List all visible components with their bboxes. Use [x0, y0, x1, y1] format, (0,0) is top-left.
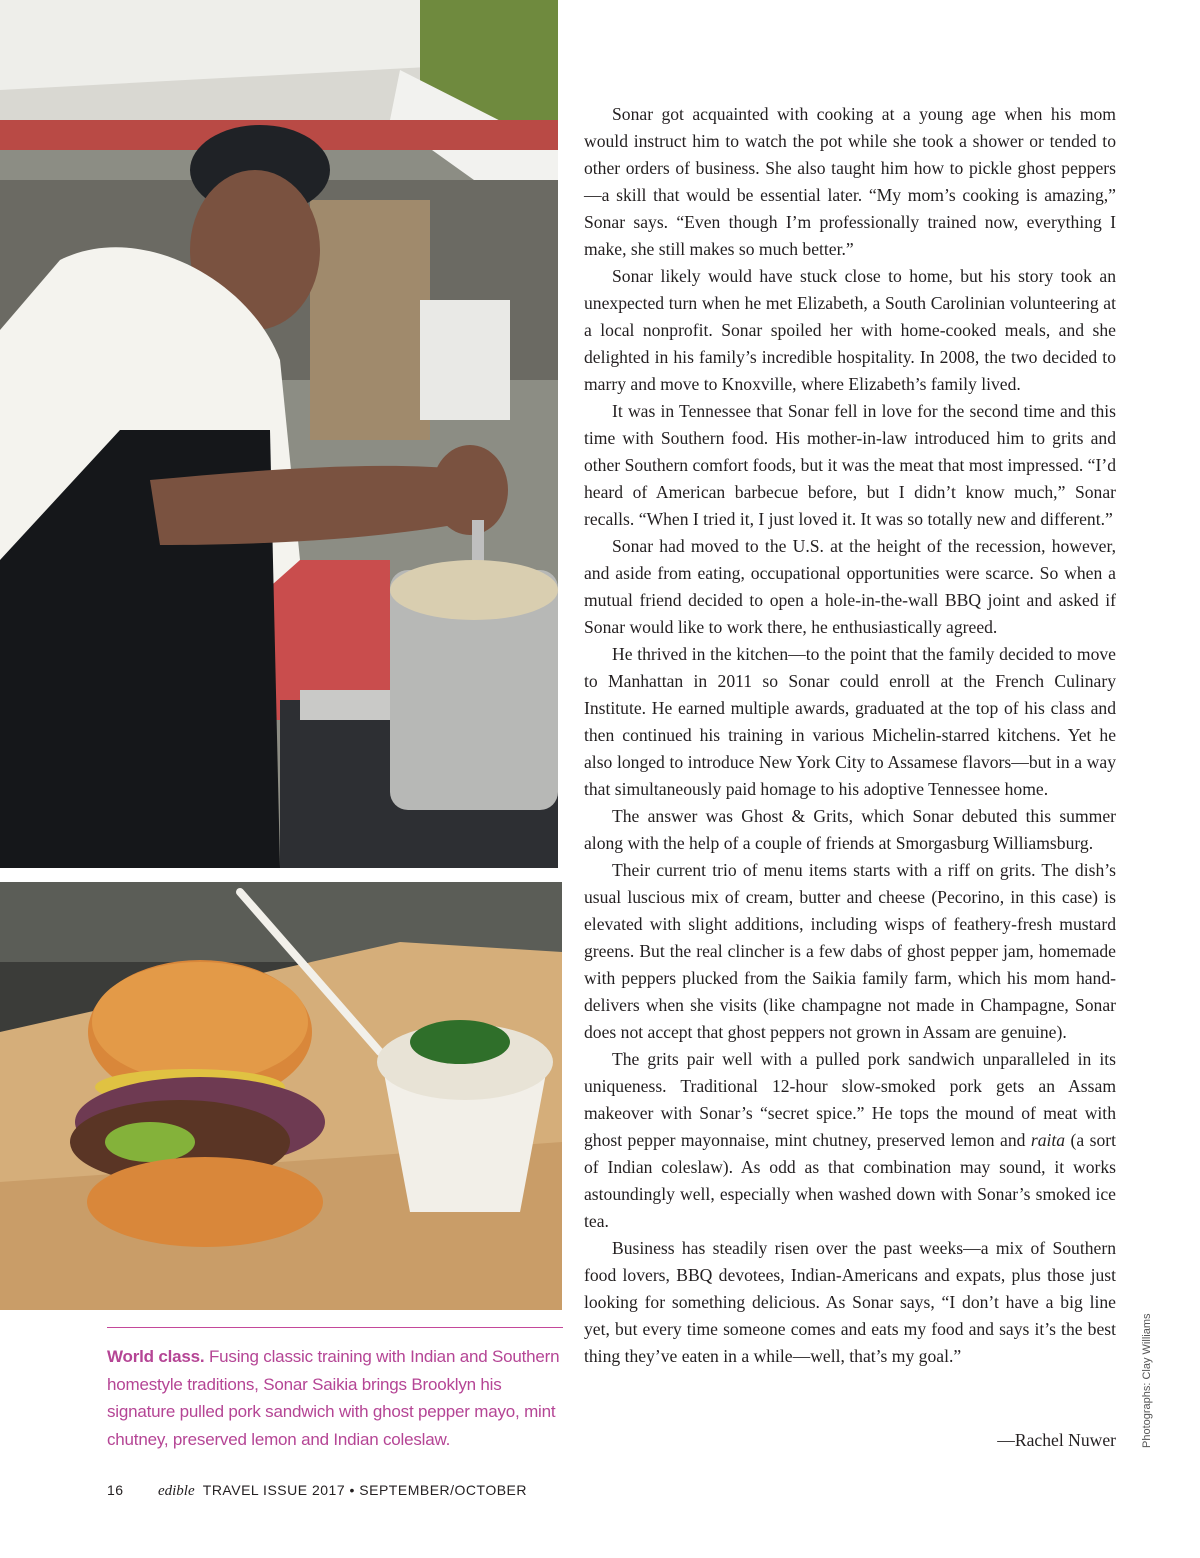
article-paragraph: Business has steadily risen over the past weeks—a mix of Southern food lovers, BBQ devotees, Indian-Americans and expats, plus those just looking for something delicious. As Sonar says, “I don’t have a big line yet, but every time someone comes and eats my food and says it’s the best thing they’ve eaten in a while—well, that’s my goal.” — [584, 1238, 1116, 1366]
article-paragraph: Sonar likely would have stuck close to home, but his story took an unexpected turn when he met Elizabeth, a South Carolinian volunteering at a local nonprofit. Sonar spoiled her with home-cooked meals, and she delighted in his family’s incredible hospitality. In 2008, the two decided to marry and move to Knoxville, where Elizabeth’s family lived. — [584, 266, 1116, 394]
caption-lead: World class. — [107, 1347, 205, 1366]
magazine-brand: edible — [157, 1483, 195, 1499]
photo-chef-cooking — [0, 0, 558, 868]
article-paragraph: Sonar got acquainted with cooking at a young age when his mom would instruct him to watch the pot while she took a shower or tended to other orders of business. She also taught him how to pickle ghost peppers—a skill that would be essential later. “My mom’s cooking is amazing,” Sonar says. “Even though I’m professionally trained now, everything I make, she still makes so much better.” — [584, 104, 1116, 259]
issue-label: TRAVEL ISSUE 2017 • SEPTEMBER/OCTOBER — [202, 1482, 528, 1498]
caption-divider — [107, 1327, 563, 1328]
paragraph-text: The grits pair well with a pulled pork sandwich unparalleled in its uniqueness. Traditional 12-hour slow-smoked pork gets an Assam makeover with Sonar’s “secret spice.” He tops the mound of meat with ghost pepper mayonnaise, mint chutney, preserved lemon and — [584, 1049, 1116, 1150]
page-footer — [107, 1482, 527, 1500]
article-body — [584, 101, 1116, 1370]
article-paragraph: It was in Tennessee that Sonar fell in love for the second time and this time with Southern food. His mother-in-law introduced him to grits and other Southern comfort foods, but it was the meat that most impressed. “I’d heard of American barbecue before, but I didn’t know much,” Sonar recalls. “When I tried it, I just loved it. It was so totally new and different.” — [584, 401, 1116, 529]
chef-photo-illustration — [0, 0, 558, 868]
photo-caption — [107, 1343, 563, 1453]
photo-credit: Photographs: Clay Williams — [1141, 1313, 1153, 1448]
article-paragraph: He thrived in the kitchen—to the point that the family decided to move to Manhattan in 2011 so Sonar could enroll at the French Culinary Institute. He earned multiple awards, graduated at the top of his class and then continued his training in various Michelin-starred kitchens. Yet he also longed to introduce New York City to Assamese flavors—but in a way that simultaneously paid homage to his adoptive Tennessee home. — [584, 644, 1116, 799]
paragraph-text: (a sort of Indian coleslaw). As odd as that combination may sound, it works astoundingly well, especially when washed down with Sonar’s smoked ice tea. — [584, 1130, 1116, 1231]
italic-term: raita — [1030, 1130, 1066, 1150]
article-paragraph — [584, 1046, 1116, 1235]
page-number: 16 — [107, 1482, 124, 1498]
article-paragraph: Their current trio of menu items starts with a riff on grits. The dish’s usual luscious mix of cream, butter and cheese (Pecorino, in this case) is elevated with slight additions, including wisps of feathery-fresh mustard greens. But the real clincher is a few dabs of ghost pepper jam, homemade with peppers plucked from the Saikia family farm, which his mom hand-delivers when she visits (like champagne not made in Champagne, Sonar does not accept that ghost peppers not grown in Assam are genuine). — [584, 860, 1116, 1042]
article-paragraph: Sonar had moved to the U.S. at the height of the recession, however, and aside from eating, occupational opportunities were scarce. So when a mutual friend decided to open a hole-in-the-wall BBQ joint and asked if Sonar would like to work there, he enthusiastically agreed. — [584, 536, 1116, 637]
article-paragraph: The answer was Ghost & Grits, which Sonar debuted this summer along with the help of a couple of friends at Smorgasburg Williamsburg. — [584, 806, 1116, 853]
sandwich-photo-illustration — [0, 882, 562, 1310]
caption-text: Fusing classic training with Indian and Southern homestyle traditions, Sonar Saikia brings Brooklyn his signature pulled pork sandwich with ghost pepper mayo, mint chutney, preserved lemon and Indian coleslaw. — [107, 1347, 560, 1449]
byline: —Rachel Nuwer — [997, 1430, 1116, 1450]
photo-sandwich-and-grits — [0, 882, 562, 1310]
